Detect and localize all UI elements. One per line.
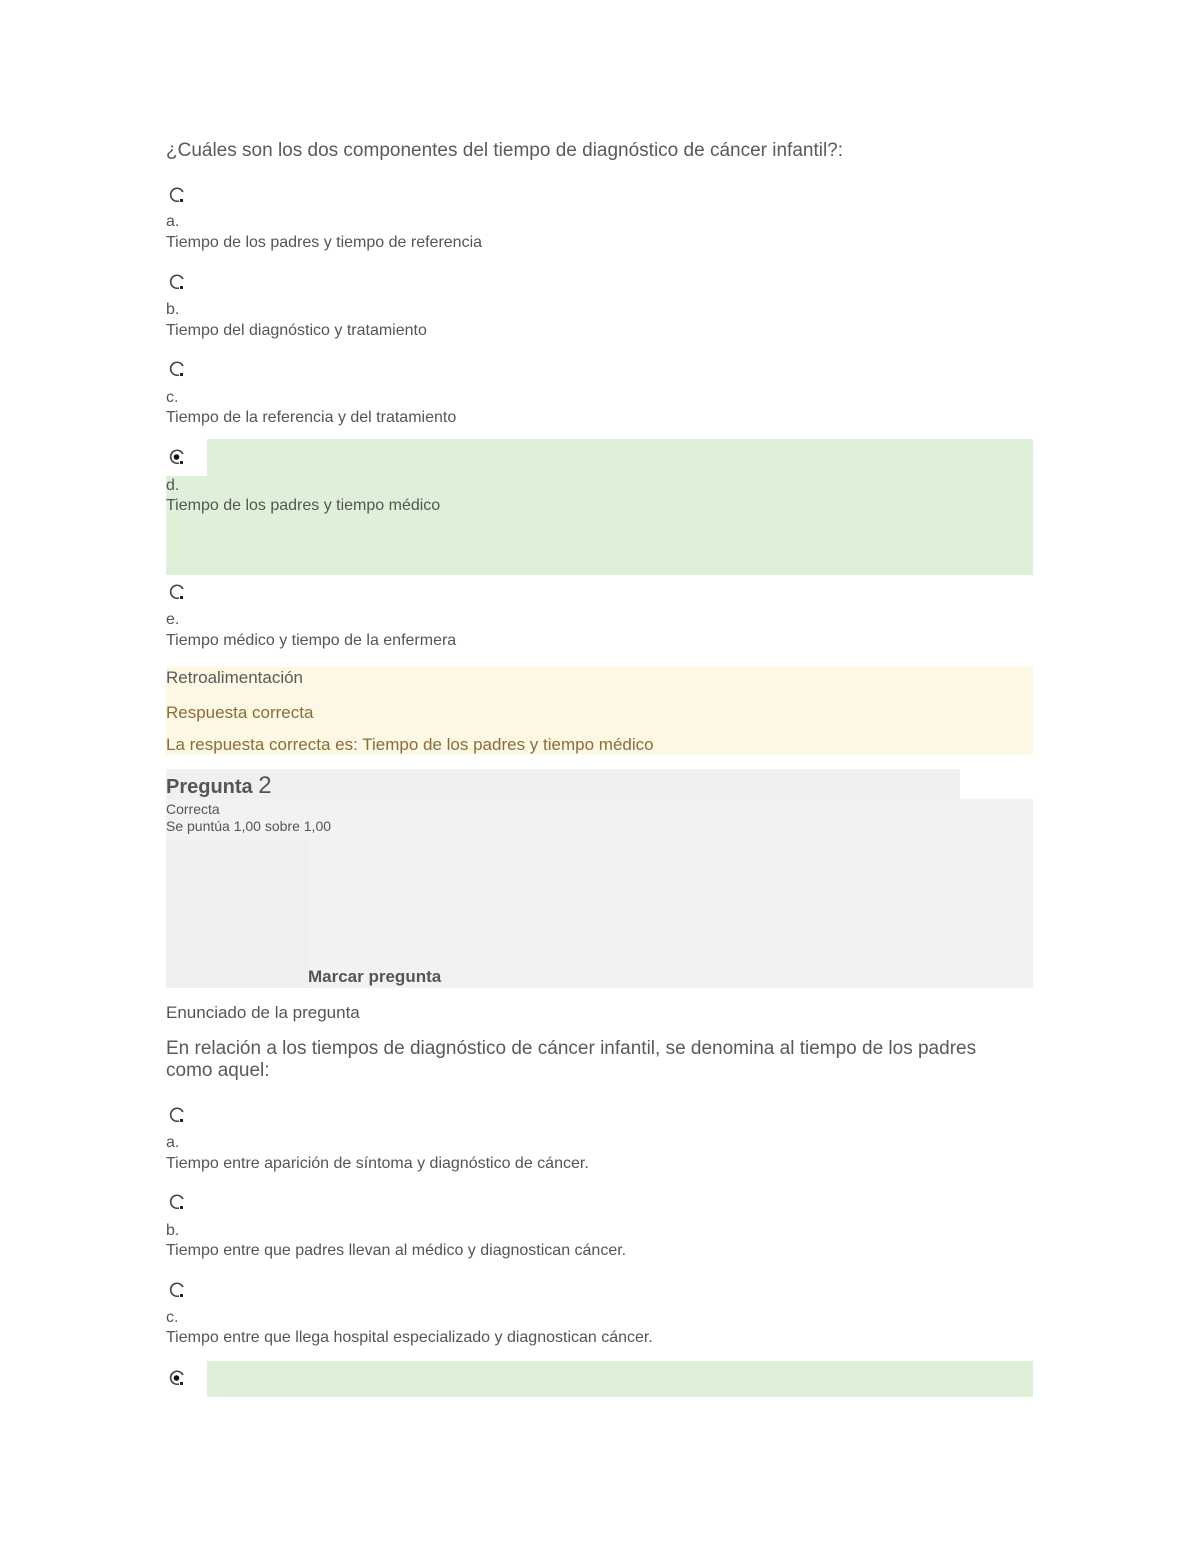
option-letter: a. [166,213,180,230]
option-text-q2-a[interactable]: Tiempo entre aparición de síntoma y diagnóstico de cáncer. [166,1155,589,1172]
selected-answer-highlight [166,476,1033,575]
option-letter: b. [166,301,180,318]
option-letter: a. [166,1134,180,1151]
feedback-title: Retroalimentación [166,668,304,687]
option-letter: d. [166,477,180,494]
feedback-status: Respuesta correcta [166,703,314,722]
option-text-q1-d[interactable]: Tiempo de los padres y tiempo médico [166,497,441,514]
radio-q2-b[interactable] [168,1193,186,1211]
radio-q1-c[interactable] [168,360,186,378]
option-text-q1-e[interactable]: Tiempo médico y tiempo de la enfermera [166,632,457,649]
question-info-left [166,840,308,988]
radio-q1-b[interactable] [168,273,186,291]
question-number [166,772,272,800]
question-info-header [166,769,960,799]
statement-label: Enunciado de la pregunta [166,1003,360,1022]
feedback-correct-answer: La respuesta correcta es: Tiempo de los padres y tiempo médico [166,735,654,754]
radio-q2-c[interactable] [168,1281,186,1299]
option-letter: c. [166,1309,179,1326]
question-number-value: 2 [258,772,272,799]
radio-q1-a[interactable] [168,186,186,204]
option-text-q1-c[interactable]: Tiempo de la referencia y del tratamiento [166,409,457,426]
question-state: Correcta [166,801,220,817]
radio-q2-d-selected[interactable] [168,1369,186,1387]
option-letter: c. [166,389,179,406]
radio-q1-e[interactable] [168,583,186,601]
question-label: Pregunta [166,776,253,798]
question-1-text: ¿Cuáles son los dos componentes del tiempo de diagnóstico de cáncer infantil?: [166,140,844,161]
option-text-q2-b[interactable]: Tiempo entre que padres llevan al médico y diagnostican cáncer. [166,1242,627,1259]
option-letter: e. [166,611,180,628]
option-text-q2-c[interactable]: Tiempo entre que llega hospital especializado y diagnostican cáncer. [166,1329,653,1346]
question-grade: Se puntúa 1,00 sobre 1,00 [166,818,332,834]
question-2-text: En relación a los tiempos de diagnóstico de cáncer infantil, se denomina al tiempo de los padres como aquel: [166,1038,977,1081]
option-text-q1-b[interactable]: Tiempo del diagnóstico y tratamiento [166,322,427,339]
option-letter: b. [166,1222,180,1239]
option-text-q1-a[interactable]: Tiempo de los padres y tiempo de referencia [166,234,483,251]
flag-question-link[interactable]: Marcar pregunta [308,967,442,986]
radio-q2-a[interactable] [168,1106,186,1124]
radio-q1-d-selected[interactable] [168,448,186,466]
selected-answer-highlight [207,1361,1033,1397]
selected-answer-highlight [207,439,1033,476]
